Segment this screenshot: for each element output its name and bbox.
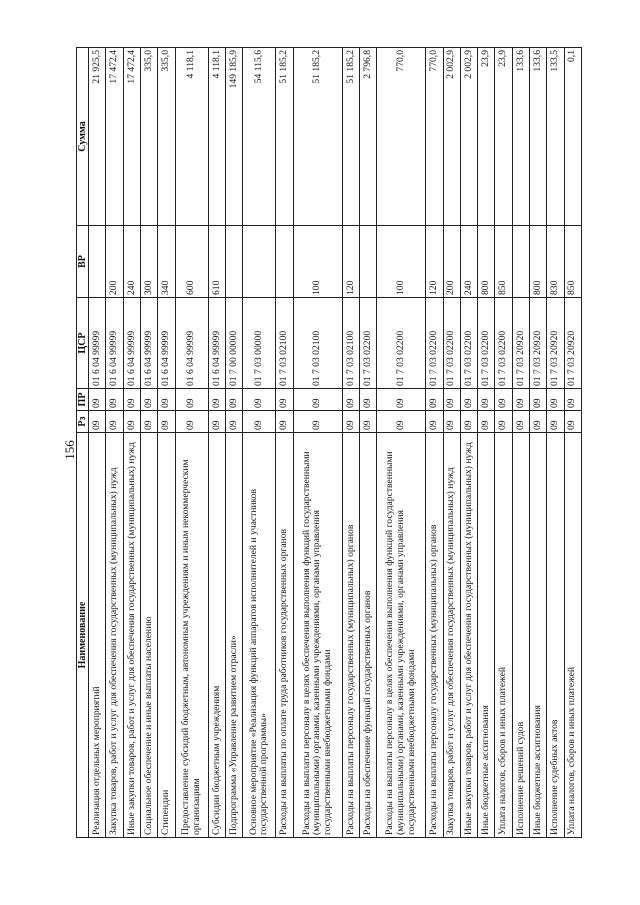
cell-pr: 09 <box>208 389 225 411</box>
cell-pr: 09 <box>342 389 359 411</box>
cell-rz: 09 <box>564 411 581 433</box>
cell-vr: 100 <box>377 226 426 298</box>
cell-rz: 09 <box>141 411 158 433</box>
cell-pr: 09 <box>478 389 495 411</box>
cell-name: Стипендии <box>158 433 175 838</box>
cell-name: Иные бюджетные ассигнования <box>530 433 547 838</box>
cell-name: Предоставление субсидий бюджетным, автономным учреждениям и иным некоммерческим организациям <box>175 433 208 838</box>
cell-rz: 09 <box>226 411 243 433</box>
header-sum: Сумма <box>77 48 89 226</box>
cell-sum: 54 115,6 <box>243 48 276 226</box>
cell-name: Расходы на выплаты по оплате труда работников государственных органов <box>276 433 293 838</box>
cell-csr: 01 7 03 20920 <box>547 298 564 389</box>
cell-rz: 09 <box>426 411 443 433</box>
cell-pr: 09 <box>564 389 581 411</box>
cell-csr: 01 7 03 02200 <box>360 298 377 389</box>
cell-sum: 17 472,4 <box>106 48 123 226</box>
cell-name: Иные закупки товаров, работ и услуг для обеспечения государственных (муниципальных) нужд <box>123 433 140 838</box>
cell-vr <box>243 226 276 298</box>
cell-csr: 01 7 03 02100 <box>276 298 293 389</box>
cell-rz: 09 <box>175 411 208 433</box>
cell-name: Субсидии бюджетным учреждениям <box>208 433 225 838</box>
cell-vr: 100 <box>293 226 342 298</box>
cell-sum: 2 002,9 <box>443 48 460 226</box>
cell-rz: 09 <box>547 411 564 433</box>
cell-csr: 01 7 00 00000 <box>226 298 243 389</box>
cell-vr: 340 <box>158 226 175 298</box>
table-row <box>377 48 426 838</box>
cell-pr: 09 <box>512 389 529 411</box>
cell-name: Расходы на выплаты персоналу государственных (муниципальных) органов <box>342 433 359 838</box>
cell-rz: 09 <box>495 411 512 433</box>
table-body <box>89 48 582 838</box>
table-row <box>530 48 547 838</box>
cell-vr <box>512 226 529 298</box>
cell-name: Расходы на выплаты персоналу в целях обеспечения выполнения функций государственными (муниципальными) органами, казенными учреждениями, органами управления государственными внебюджетными фондами <box>377 433 426 838</box>
header-csr: ЦСР <box>77 298 89 389</box>
cell-csr: 01 7 03 00000 <box>243 298 276 389</box>
cell-csr: 01 7 03 02200 <box>377 298 426 389</box>
cell-name: Закупка товаров, работ и услуг для обеспечения государственных (муниципальных) нужд <box>106 433 123 838</box>
table-row <box>443 48 460 838</box>
table-row <box>89 48 106 838</box>
cell-rz: 09 <box>460 411 477 433</box>
cell-vr: 600 <box>175 226 208 298</box>
cell-sum: 17 472,4 <box>123 48 140 226</box>
cell-pr: 09 <box>158 389 175 411</box>
cell-rz: 09 <box>89 411 106 433</box>
cell-name: Подпрограмма «Управление развитием отрасли» <box>226 433 243 838</box>
table-row <box>426 48 443 838</box>
cell-vr: 200 <box>443 226 460 298</box>
cell-rz: 09 <box>243 411 276 433</box>
cell-csr: 01 6 04 99999 <box>89 298 106 389</box>
cell-pr: 09 <box>293 389 342 411</box>
cell-vr: 200 <box>106 226 123 298</box>
table-row <box>564 48 581 838</box>
cell-sum: 335,0 <box>158 48 175 226</box>
cell-csr: 01 6 04 99999 <box>208 298 225 389</box>
cell-vr: 850 <box>564 226 581 298</box>
cell-sum: 23,9 <box>478 48 495 226</box>
cell-pr: 09 <box>141 389 158 411</box>
cell-pr: 09 <box>460 389 477 411</box>
cell-name: Расходы на выплаты персоналу в целях обеспечения выполнения функций государственными (муниципальными) органами, казенными учреждениями, органами управления государственными внебюджетными фондами <box>293 433 342 838</box>
table-row <box>243 48 276 838</box>
table-row <box>360 48 377 838</box>
cell-rz: 09 <box>512 411 529 433</box>
cell-sum: 335,0 <box>141 48 158 226</box>
cell-sum: 770,0 <box>377 48 426 226</box>
cell-csr: 01 6 04 99999 <box>106 298 123 389</box>
cell-pr: 09 <box>276 389 293 411</box>
cell-name: Реализация отдельных мероприятий <box>89 433 106 838</box>
cell-pr: 09 <box>106 389 123 411</box>
cell-name: Уплата налогов, сборов и иных платежей <box>495 433 512 838</box>
table-row <box>158 48 175 838</box>
table-row <box>342 48 359 838</box>
cell-vr: 800 <box>478 226 495 298</box>
cell-pr: 09 <box>89 389 106 411</box>
cell-vr: 850 <box>495 226 512 298</box>
cell-vr: 120 <box>342 226 359 298</box>
table-row <box>123 48 140 838</box>
cell-csr: 01 6 04 99999 <box>158 298 175 389</box>
header-pr: ПР <box>77 389 89 411</box>
cell-name: Уплата налогов, сборов и иных платежей <box>564 433 581 838</box>
cell-vr <box>276 226 293 298</box>
table-row <box>276 48 293 838</box>
cell-rz: 09 <box>377 411 426 433</box>
cell-rz: 09 <box>123 411 140 433</box>
table-row <box>175 48 208 838</box>
table-row <box>106 48 123 838</box>
cell-sum: 133,6 <box>530 48 547 226</box>
cell-sum: 51 185,2 <box>293 48 342 226</box>
cell-sum: 133,5 <box>547 48 564 226</box>
cell-sum: 51 185,2 <box>276 48 293 226</box>
cell-pr: 09 <box>243 389 276 411</box>
cell-rz: 09 <box>360 411 377 433</box>
cell-pr: 09 <box>377 389 426 411</box>
cell-pr: 09 <box>426 389 443 411</box>
cell-name: Социальное обеспечение и иные выплаты населению <box>141 433 158 838</box>
cell-name: Исполнение решений судов <box>512 433 529 838</box>
cell-csr: 01 6 04 99999 <box>141 298 158 389</box>
cell-name: Исполнение судебных актов <box>547 433 564 838</box>
header-rz: Рз <box>77 411 89 433</box>
cell-sum: 51 185,2 <box>342 48 359 226</box>
cell-sum: 4 118,1 <box>208 48 225 226</box>
cell-csr: 01 7 03 02200 <box>443 298 460 389</box>
cell-sum: 0,1 <box>564 48 581 226</box>
table-row <box>460 48 477 838</box>
cell-rz: 09 <box>478 411 495 433</box>
cell-sum: 23,9 <box>495 48 512 226</box>
cell-rz: 09 <box>342 411 359 433</box>
cell-sum: 133,6 <box>512 48 529 226</box>
cell-pr: 09 <box>443 389 460 411</box>
cell-csr: 01 7 03 02200 <box>495 298 512 389</box>
cell-csr: 01 7 03 20920 <box>512 298 529 389</box>
cell-pr: 09 <box>175 389 208 411</box>
cell-vr: 610 <box>208 226 225 298</box>
cell-sum: 2 796,8 <box>360 48 377 226</box>
cell-csr: 01 7 03 02200 <box>478 298 495 389</box>
table-row <box>141 48 158 838</box>
cell-pr: 09 <box>360 389 377 411</box>
cell-csr: 01 7 03 02100 <box>342 298 359 389</box>
cell-vr: 800 <box>530 226 547 298</box>
cell-name: Иные бюджетные ассигнования <box>478 433 495 838</box>
cell-rz: 09 <box>158 411 175 433</box>
cell-pr: 09 <box>547 389 564 411</box>
cell-vr: 120 <box>426 226 443 298</box>
cell-pr: 09 <box>226 389 243 411</box>
header-name: Наименование <box>77 433 89 838</box>
cell-rz: 09 <box>443 411 460 433</box>
cell-csr: 01 7 03 20920 <box>564 298 581 389</box>
budget-table <box>76 47 582 838</box>
cell-vr: 240 <box>123 226 140 298</box>
table-row <box>547 48 564 838</box>
header-vr: ВР <box>77 226 89 298</box>
cell-rz: 09 <box>106 411 123 433</box>
table-row <box>478 48 495 838</box>
cell-csr: 01 7 03 20920 <box>530 298 547 389</box>
cell-pr: 09 <box>123 389 140 411</box>
cell-name: Расходы на обеспечение функций государственных органов <box>360 433 377 838</box>
cell-csr: 01 6 04 99999 <box>175 298 208 389</box>
cell-vr: 240 <box>460 226 477 298</box>
cell-sum: 770,0 <box>426 48 443 226</box>
rotated-table-wrapper <box>76 48 582 838</box>
table-row <box>512 48 529 838</box>
cell-csr: 01 7 03 02100 <box>293 298 342 389</box>
table-row <box>208 48 225 838</box>
cell-vr <box>360 226 377 298</box>
cell-rz: 09 <box>276 411 293 433</box>
page-number: 156 <box>61 440 77 460</box>
cell-rz: 09 <box>530 411 547 433</box>
table-header-row <box>77 48 89 838</box>
cell-rz: 09 <box>208 411 225 433</box>
cell-vr: 300 <box>141 226 158 298</box>
cell-sum: 2 002,9 <box>460 48 477 226</box>
cell-csr: 01 6 04 99999 <box>123 298 140 389</box>
table-row <box>226 48 243 838</box>
table-row <box>495 48 512 838</box>
cell-vr: 830 <box>547 226 564 298</box>
cell-rz: 09 <box>293 411 342 433</box>
cell-name: Основное мероприятие «Реализация функций аппаратов исполнителей и участников государственной программы» <box>243 433 276 838</box>
cell-vr <box>226 226 243 298</box>
cell-name: Иные закупки товаров, работ и услуг для обеспечения государственных (муниципальных) нужд <box>460 433 477 838</box>
cell-sum: 21 925,5 <box>89 48 106 226</box>
cell-sum: 149 185,9 <box>226 48 243 226</box>
cell-pr: 09 <box>530 389 547 411</box>
table-row <box>293 48 342 838</box>
cell-sum: 4 118,1 <box>175 48 208 226</box>
cell-csr: 01 7 03 02200 <box>460 298 477 389</box>
cell-vr <box>89 226 106 298</box>
cell-name: Расходы на выплаты персоналу государственных (муниципальных) органов <box>426 433 443 838</box>
cell-pr: 09 <box>495 389 512 411</box>
cell-name: Закупка товаров, работ и услуг для обеспечения государственных (муниципальных) нужд <box>443 433 460 838</box>
cell-csr: 01 7 03 02200 <box>426 298 443 389</box>
